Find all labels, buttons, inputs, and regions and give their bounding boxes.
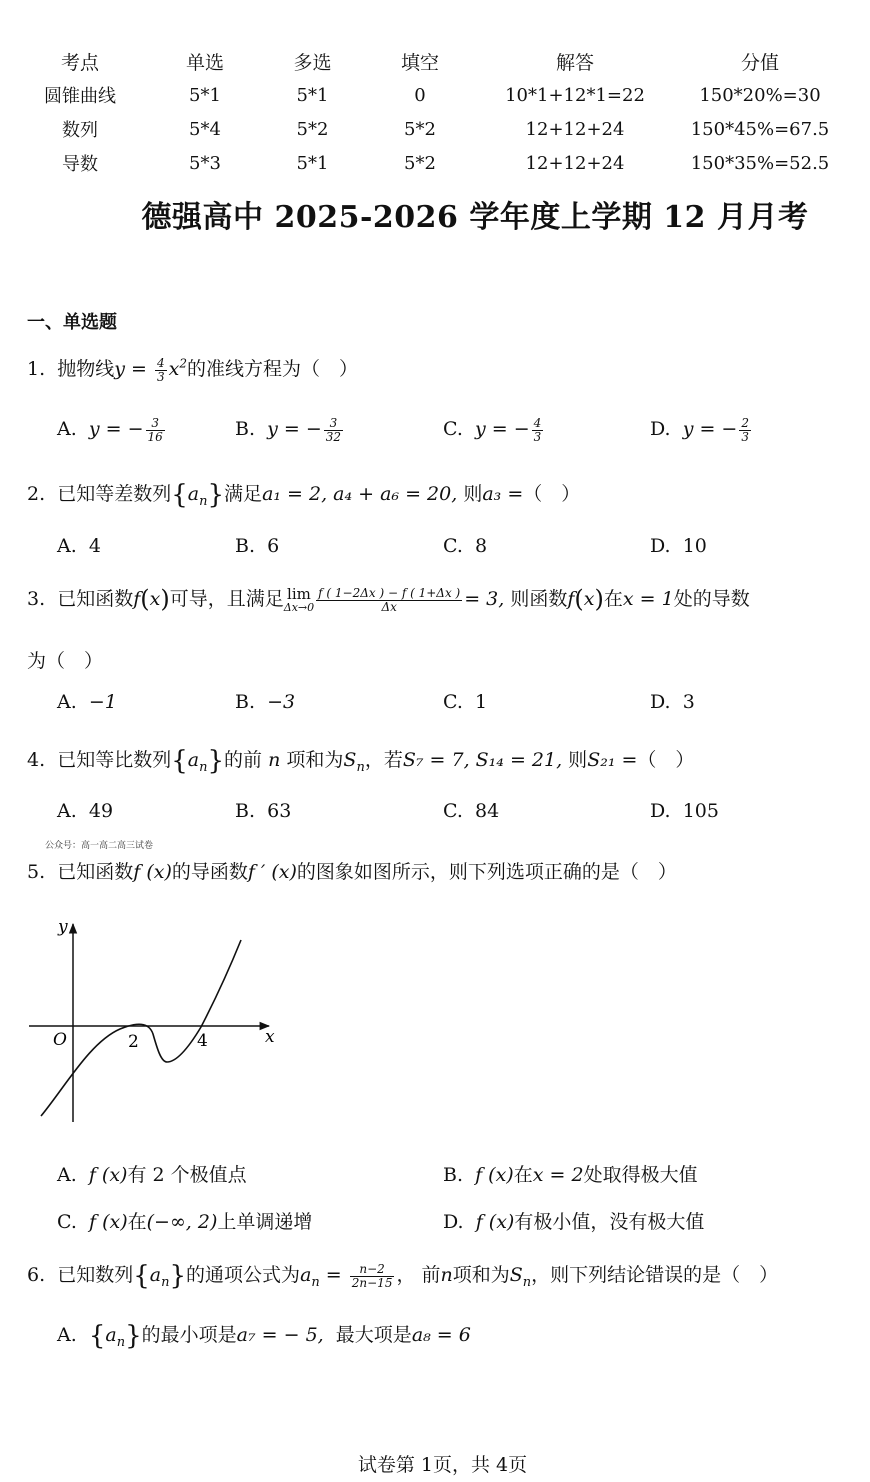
- option-label: A.: [57, 1324, 77, 1346]
- fraction-denominator: 32: [325, 429, 342, 444]
- table-cell: 数列: [62, 120, 98, 141]
- option-text: 上单调递增: [217, 1211, 313, 1233]
- question-text: （ ）: [523, 483, 581, 505]
- option-label: B.: [235, 800, 256, 822]
- option-text: 有 2 个极值点: [127, 1164, 247, 1186]
- option-value: 10: [682, 535, 707, 557]
- option-b[interactable]: [235, 535, 279, 557]
- fraction-denominator: Δx: [381, 599, 397, 614]
- option-c[interactable]: [443, 417, 545, 443]
- watermark: 公众号：高一高二高三试卷: [45, 841, 154, 851]
- fraction-denominator: 3: [533, 429, 542, 444]
- option-d[interactable]: [650, 417, 753, 443]
- limit-label: lim: [287, 584, 311, 603]
- function-var: x: [149, 588, 161, 610]
- option-text: 的最小项是: [141, 1324, 237, 1346]
- question-text: 项和为: [452, 1264, 510, 1286]
- question-number: 1.: [27, 358, 46, 380]
- question-2: 2. 已知等差数列$\{a_n\}$满足a₁ = 2, a₄ + a₆ = 20, 则a₃ =（ ）: [27, 480, 581, 510]
- fraction-numerator: 4: [156, 355, 165, 370]
- score-table: [10, 44, 845, 180]
- fraction-denominator: 16: [147, 429, 163, 444]
- y-axis-label: y: [58, 917, 68, 937]
- sum-sub: n: [522, 1274, 532, 1290]
- question-text: 的导函数: [171, 861, 248, 883]
- option-b[interactable]: [443, 1160, 698, 1187]
- question-3-line2: 为（ ）: [27, 650, 104, 672]
- option-label: D.: [650, 691, 671, 713]
- n-var: n: [268, 749, 281, 771]
- option-label: D.: [650, 418, 671, 441]
- question-6: 6. 已知数列$\{a_n\}$的通项公式为$a_n$ = $\frac{n-2}{2n-15}$ ， 前n项和为$S_n$，则下列结论错误的是（ ）: [27, 1261, 779, 1291]
- question-text: 在: [603, 588, 623, 610]
- table-cell: 5*1: [296, 152, 329, 174]
- option-label: A.: [57, 535, 77, 557]
- question-number: 2.: [27, 483, 46, 505]
- option-label: D.: [443, 1211, 464, 1233]
- option-label: A.: [57, 418, 77, 441]
- exam-title: 德强高中 2025-2026 学年度上学期 12 月月考: [141, 200, 809, 235]
- option-value: 3: [682, 691, 695, 713]
- fraction-numerator: f ( 1−2Δx ) − f ( 1+Δx ): [318, 585, 461, 600]
- score-table-header: [10, 44, 845, 78]
- x-axis-label: x: [265, 1027, 275, 1047]
- table-cell: 0: [414, 84, 426, 106]
- question-text: 可导，且满足: [169, 588, 284, 610]
- option-value: 84: [475, 800, 500, 822]
- question-text: 的准线方程为（ ）: [186, 358, 358, 380]
- equation-lhs: y =: [114, 358, 153, 380]
- table-row: [10, 112, 845, 146]
- option-d[interactable]: [650, 691, 695, 713]
- question-text: 项和为: [286, 749, 344, 771]
- option-value: 8: [475, 535, 488, 557]
- table-cell: 10*1+12*1=22: [505, 84, 645, 106]
- option-d[interactable]: [443, 1207, 704, 1234]
- option-label: D.: [650, 800, 671, 822]
- option-label: C.: [443, 800, 463, 822]
- general-term-sub: n: [311, 1274, 320, 1290]
- table-cell: 5*4: [189, 118, 221, 140]
- fraction-denominator: 2n−15: [351, 1275, 393, 1290]
- n-var: n: [440, 1264, 453, 1286]
- fraction-numerator: 4: [533, 416, 542, 430]
- option-math: x = 2: [532, 1164, 584, 1186]
- option-label: A.: [57, 800, 77, 822]
- max-term: a₈ = 6: [411, 1324, 471, 1346]
- question-text: 的前: [224, 749, 263, 771]
- section-heading: 一、单选题: [27, 312, 117, 333]
- header-cell: 考点: [60, 51, 99, 74]
- function-name: f: [133, 588, 141, 610]
- question-text: 已知等比数列: [57, 749, 172, 771]
- exponent: 2: [179, 356, 187, 371]
- table-cell: 5*2: [404, 118, 436, 140]
- fraction-denominator: 3: [741, 429, 749, 444]
- min-term: a₇ = − 5,: [236, 1324, 324, 1346]
- question-3: 3. 已知函数f(x)可导，且满足 lim Δx→0 $\frac{f ( 1-2\Delta x ) - f ( 1+\Delta x )}{\Delta x}$ = 3, 则函数f(x)在x = 1处的导数: [27, 584, 750, 615]
- condition: S₇ = 7,: [402, 749, 470, 771]
- option-c[interactable]: [443, 691, 487, 713]
- question-text: （ ）: [637, 749, 695, 771]
- derivative-graph: [25, 912, 285, 1132]
- option-text: 在: [127, 1211, 147, 1233]
- question-text: ，则下列结论错误的是（ ）: [531, 1264, 779, 1286]
- function-expr: f (x): [89, 1211, 128, 1233]
- table-cell: 150*20%=30: [699, 84, 821, 106]
- table-cell: 150*45%=67.5: [690, 118, 830, 140]
- equation-rhs: = 3,: [464, 588, 505, 610]
- fraction-numerator: 3: [324, 417, 343, 431]
- header-cell: 填空: [400, 51, 439, 74]
- option-c[interactable]: [57, 1207, 312, 1234]
- question-text: 则函数: [510, 588, 568, 610]
- option-b[interactable]: [235, 800, 291, 822]
- option-label: B.: [235, 418, 256, 441]
- option-label: C.: [57, 1211, 77, 1233]
- option-math: y = −: [88, 418, 144, 441]
- question-text: ，若: [364, 749, 403, 771]
- sequence-var: a: [149, 1264, 162, 1286]
- sum-var: S: [509, 1264, 523, 1286]
- sequence-var: a: [187, 483, 200, 505]
- option-label: B.: [235, 535, 256, 557]
- table-cell: 5*3: [189, 152, 221, 174]
- sequence-sub: n: [161, 1274, 170, 1290]
- sequence-sub: n: [199, 493, 208, 509]
- question-1: [27, 354, 358, 383]
- option-text: 最大项是: [335, 1324, 412, 1346]
- table-cell: 5*1: [189, 84, 221, 106]
- option-c[interactable]: [443, 800, 499, 822]
- option-value: 1: [475, 691, 488, 713]
- question-text: 处的导数: [673, 588, 750, 610]
- question-text: 抛物线: [57, 358, 115, 380]
- page-footer: 试卷第 1页，共 4页: [357, 1454, 528, 1476]
- option-d[interactable]: [650, 535, 707, 557]
- table-row: [10, 78, 845, 112]
- table-cell: 圆锥曲线: [44, 86, 116, 107]
- sum-sub: n: [356, 759, 365, 775]
- question-number: 3.: [27, 588, 46, 610]
- option-a[interactable]: [57, 1160, 247, 1187]
- table-cell: 导数: [62, 154, 98, 175]
- question-text: 已知函数: [57, 861, 134, 883]
- question-text: 已知函数: [57, 588, 134, 610]
- fraction-numerator: 2: [741, 416, 749, 430]
- option-value: 49: [88, 800, 114, 822]
- tick-label-4: 4: [197, 1031, 208, 1051]
- fraction-denominator: 3: [156, 369, 165, 384]
- option-value: −1: [88, 691, 117, 713]
- option-math: y = −: [682, 418, 738, 441]
- question-number: 4.: [27, 749, 46, 771]
- header-cell: 分值: [740, 51, 779, 74]
- option-math: y = −: [267, 418, 322, 441]
- table-row: [10, 146, 845, 180]
- function-expr: f (x): [475, 1211, 515, 1233]
- table-cell: 12+12+24: [525, 152, 625, 174]
- condition: S₁₄ = 21,: [475, 749, 563, 771]
- header-cell: 多选: [293, 51, 332, 74]
- option-label: C.: [443, 691, 463, 713]
- option-label: C.: [443, 418, 463, 441]
- option-value: 6: [267, 535, 280, 557]
- equation-rhs: x: [168, 358, 180, 380]
- sequence-sub: n: [199, 759, 208, 775]
- option-label: C.: [443, 535, 463, 557]
- tick-label-2: 2: [128, 1032, 139, 1052]
- option-math: (−∞, 2): [146, 1211, 218, 1233]
- header-cell: 单选: [185, 51, 224, 74]
- option-label: A.: [57, 691, 77, 713]
- question-text: 已知数列: [57, 1264, 134, 1286]
- question-text: 满足: [224, 483, 263, 505]
- question-number: 6.: [27, 1264, 46, 1286]
- option-a[interactable]: [57, 691, 117, 713]
- general-term-var: a: [300, 1264, 312, 1286]
- table-cell: 5*2: [404, 152, 436, 174]
- option-b[interactable]: [235, 691, 295, 713]
- function-expr: f (x): [88, 1164, 128, 1186]
- option-b[interactable]: [235, 417, 345, 443]
- fraction-numerator: 3: [146, 417, 165, 431]
- option-a[interactable]: [57, 800, 113, 822]
- equals-sign: =: [319, 1264, 348, 1286]
- option-label: B.: [235, 691, 256, 713]
- table-cell: 150*35%=52.5: [690, 152, 830, 174]
- function-expr: f (x): [475, 1164, 514, 1186]
- origin-label: O: [53, 1030, 67, 1050]
- condition: a₁ = 2, a₄ + a₆ = 20,: [262, 483, 458, 505]
- option-text: 在: [513, 1164, 533, 1186]
- question-5: [27, 857, 677, 884]
- question-text: 的通项公式为: [186, 1264, 301, 1286]
- option-a[interactable]: [57, 417, 167, 443]
- option-d[interactable]: [650, 800, 719, 822]
- limit-sub: Δx→0: [283, 601, 315, 615]
- ask-expr: S₂₁ =: [587, 749, 638, 771]
- option-label: D.: [650, 535, 671, 557]
- option-value: 4: [88, 535, 101, 557]
- sum-var: S: [343, 749, 357, 771]
- option-a[interactable]: A. $\{a_n\}$的最小项是a₇ = − 5, 最大项是a₈ = 6: [57, 1321, 471, 1351]
- table-cell: 5*2: [296, 118, 329, 140]
- question-text: 则: [463, 483, 483, 505]
- derivative-expr: f ′ (x): [247, 861, 297, 883]
- header-cell: 解答: [555, 51, 594, 74]
- function-expr: f (x): [133, 861, 172, 883]
- option-value: 63: [267, 800, 292, 822]
- option-text: 处取得极大值: [583, 1164, 698, 1186]
- question-number: 5.: [27, 861, 46, 883]
- option-a[interactable]: [57, 535, 101, 557]
- table-cell: 12+12+24: [525, 118, 625, 140]
- question-text: 已知等差数列: [57, 483, 172, 505]
- sequence-var: a: [187, 749, 200, 771]
- point-expr: x = 1: [622, 588, 674, 610]
- option-label: B.: [443, 1164, 464, 1186]
- question-text: 则: [568, 749, 588, 771]
- question-text: ， 前: [396, 1264, 441, 1286]
- ask-expr: a₃ =: [482, 483, 524, 505]
- option-c[interactable]: [443, 535, 487, 557]
- derivative-curve: [41, 940, 241, 1116]
- table-cell: 5*1: [296, 84, 329, 106]
- option-value: −3: [267, 691, 296, 713]
- question-4: 4. 已知等比数列$\{a_n\}$的前 n 项和为$S_n$，若S₇ = 7, S₁₄ = 21, 则S₂₁ =（ ）: [27, 746, 695, 776]
- fraction-numerator: n−2: [350, 1263, 395, 1277]
- question-text: 的图象如图所示，则下列选项正确的是（ ）: [296, 861, 677, 883]
- option-math: y = −: [475, 418, 530, 441]
- option-label: A.: [57, 1164, 77, 1186]
- option-value: 105: [682, 800, 719, 822]
- option-text: 有极小值，没有极大值: [514, 1211, 705, 1233]
